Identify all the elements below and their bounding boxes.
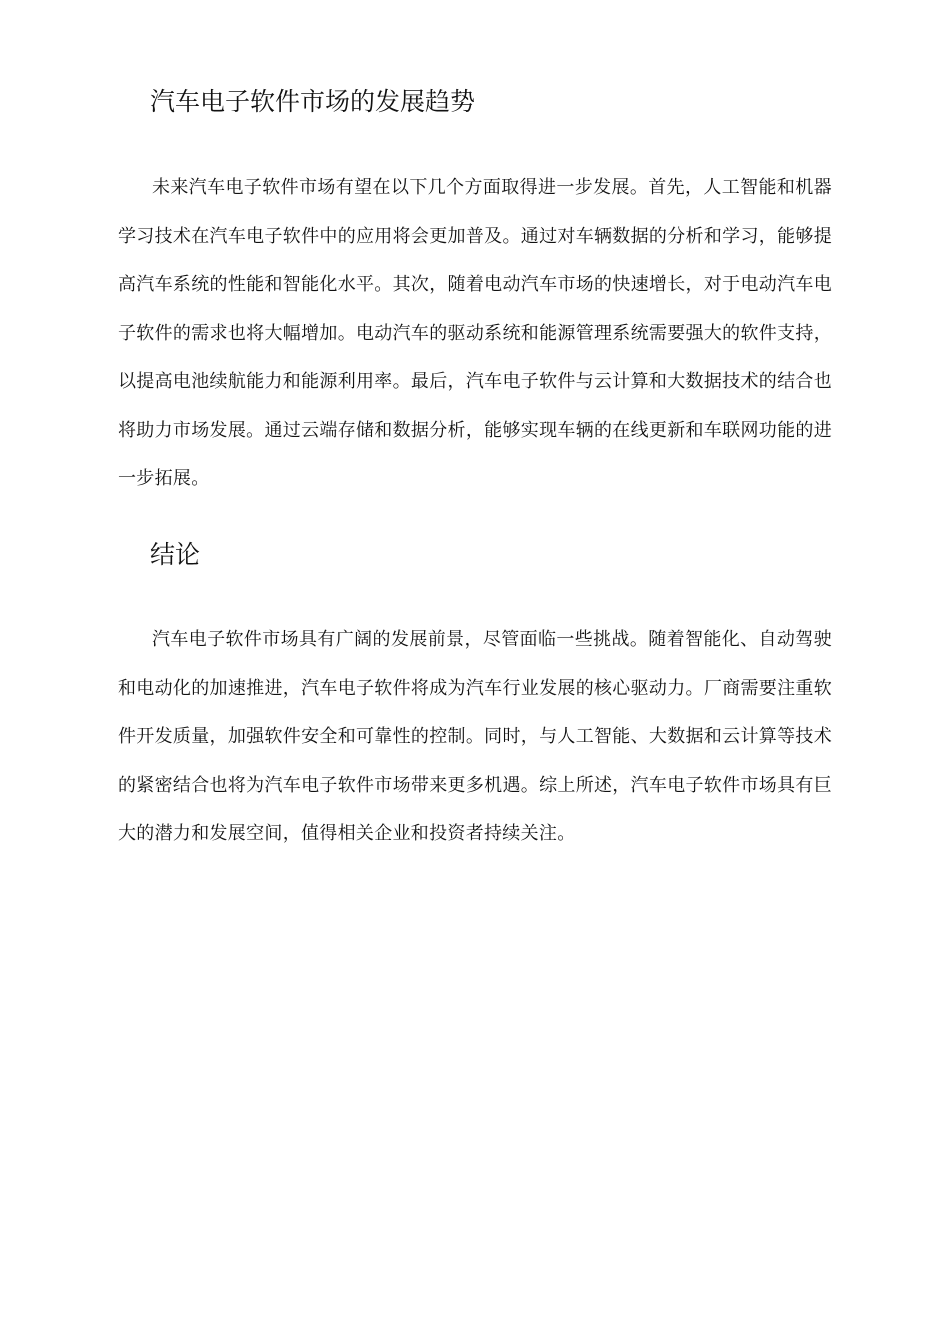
section-paragraph-trends: 未来汽车电子软件市场有望在以下几个方面取得进一步发展。首先，人工智能和机器学习技术在汽车电子软件中的应用将会更加普及。通过对车辆数据的分析和学习，能够提高汽车系统的性能和智能化水平。其次，随着电动汽车市场的快速增长，对于电动汽车电子软件的需求也将大幅增加。电动汽车的驱动系统和能源管理系统需要强大的软件支持，以提高电池续航能力和能源利用率。最后，汽车电子软件与云计算和大数据技术的结合也将助力市场发展。通过云端存储和数据分析，能够实现车辆的在线更新和车联网功能的进一步拓展。 [118, 177, 832, 489]
section-heading-trends: 汽车电子软件市场的发展趋势 [150, 87, 476, 116]
section-heading-conclusion: 结论 [150, 540, 201, 569]
section-paragraph-conclusion: 汽车电子软件市场具有广阔的发展前景，尽管面临一些挑战。随着智能化、自动驾驶和电动化的加速推进，汽车电子软件将成为汽车行业发展的核心驱动力。厂商需要注重软件开发质量，加强软件安全和可靠性的控制。同时，与人工智能、大数据和云计算等技术的紧密结合也将为汽车电子软件市场带来更多机遇。综上所述，汽车电子软件市场具有巨大的潜力和发展空间，值得相关企业和投资者持续关注。 [118, 629, 832, 844]
